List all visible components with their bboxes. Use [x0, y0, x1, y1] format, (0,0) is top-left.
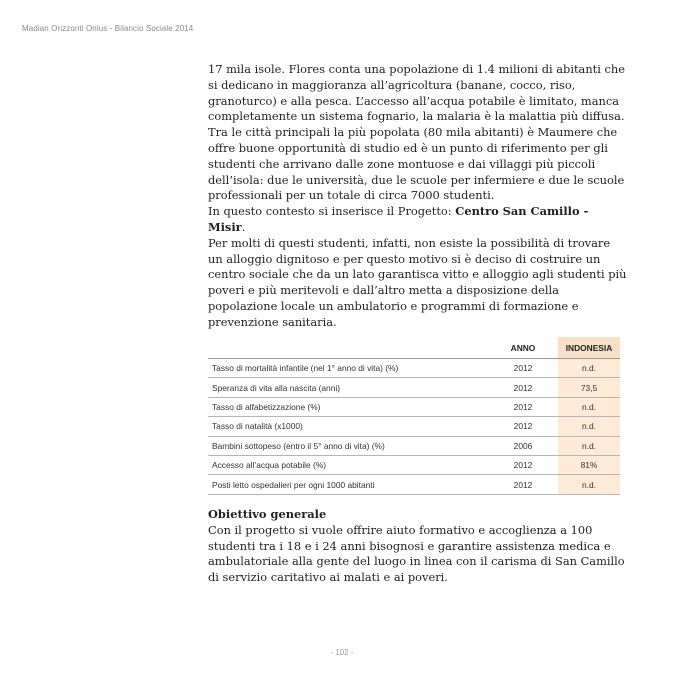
indicators-table: [208, 337, 620, 495]
row-year: 2012: [488, 378, 558, 397]
header-indonesia: INDONESIA: [558, 337, 620, 359]
paragraph-maumere: Tra le città principali la più popolata (80 mila abitanti) è Maumere che offre buone opportunità di studio ed è un punto di riferimento per gli studenti che arrivano dalle zone montuose e dai villaggi più piccoli dell’isola: due le università, due le scuole per infermiere e due le scuole professionali per un totale di circa 7000 studenti.: [208, 125, 625, 203]
row-value: n.d.: [558, 397, 620, 416]
row-year: 2012: [488, 475, 558, 494]
row-label: Bambini sottopeso (entro il 5° anno di vita) (%): [208, 436, 488, 455]
body-text: [208, 62, 628, 331]
row-value: n.d.: [558, 359, 620, 378]
row-value: n.d.: [558, 475, 620, 494]
page-number: - 102 -: [330, 648, 354, 657]
row-label: Tasso di alfabetizzazione (%): [208, 397, 488, 416]
table-row: [208, 436, 620, 455]
table-row: [208, 417, 620, 436]
row-label: Accesso all’acqua potabile (%): [208, 455, 488, 474]
row-year: 2006: [488, 436, 558, 455]
project-intro: In questo contesto si inserisce il Progetto:: [208, 204, 456, 219]
project-name: Centro San Camillo - Misir: [208, 204, 589, 234]
header-label: [208, 337, 488, 359]
header-anno: ANNO: [488, 337, 558, 359]
project-end: .: [241, 219, 246, 234]
row-value: n.d.: [558, 436, 620, 455]
row-label: Tasso di mortalità infantile (nel 1° anno di vita) (%): [208, 359, 488, 378]
row-year: 2012: [488, 359, 558, 378]
goal-section: [208, 507, 628, 586]
goal-text: Con il progetto si vuole offrire aiuto formativo e accoglienza a 100 studenti tra i 18 e i 24 anni bisognosi e garantire assistenza medica e ambulatoriale alla gente del luogo in linea con il carisma di San Camillo di servizio caritativo ai malati e ai poveri.: [208, 522, 625, 585]
table-row: [208, 455, 620, 474]
paragraph-flores: 17 mila isole. Flores conta una popolazione di 1.4 milioni di abitanti che si dedicano in maggioranza all’agricoltura (banane, cocco, riso, granoturco) e alla pesca. L’accesso all’acqua potabile è limitato, manca completamente un sistema fognario, la malaria è la malattia più diffusa.: [208, 62, 625, 124]
table-row: [208, 359, 620, 378]
paragraph-students: Per molti di questi studenti, infatti, non esiste la possibilità di trovare un alloggio dignitoso e per questo motivo si è deciso di costruire un centro sociale che da un lato garantisca vitto e alloggio agli studenti più poveri e più meritevoli e dall’altro metta a disposizione della popolazione locale un ambulatorio e programmi di formazione e prevenzione sanitaria.: [208, 235, 627, 329]
row-label: Posti letto ospedalieri per ogni 1000 abitanti: [208, 475, 488, 494]
table-row: [208, 475, 620, 494]
row-label: Speranza di vita alla nascita (anni): [208, 378, 488, 397]
table-row: [208, 397, 620, 416]
row-year: 2012: [488, 417, 558, 436]
row-year: 2012: [488, 397, 558, 416]
goal-title: Obiettivo generale: [208, 507, 327, 521]
row-value: 73,5: [558, 378, 620, 397]
paragraph-project: [208, 204, 628, 236]
table-header-row: [208, 337, 620, 359]
table-row: [208, 378, 620, 397]
row-value: 81%: [558, 455, 620, 474]
row-year: 2012: [488, 455, 558, 474]
row-label: Tasso di natalità (x1000): [208, 417, 488, 436]
row-value: n.d.: [558, 417, 620, 436]
running-header: Madian Orizzonti Onlus - Bilancio Sociale 2014: [22, 24, 194, 33]
